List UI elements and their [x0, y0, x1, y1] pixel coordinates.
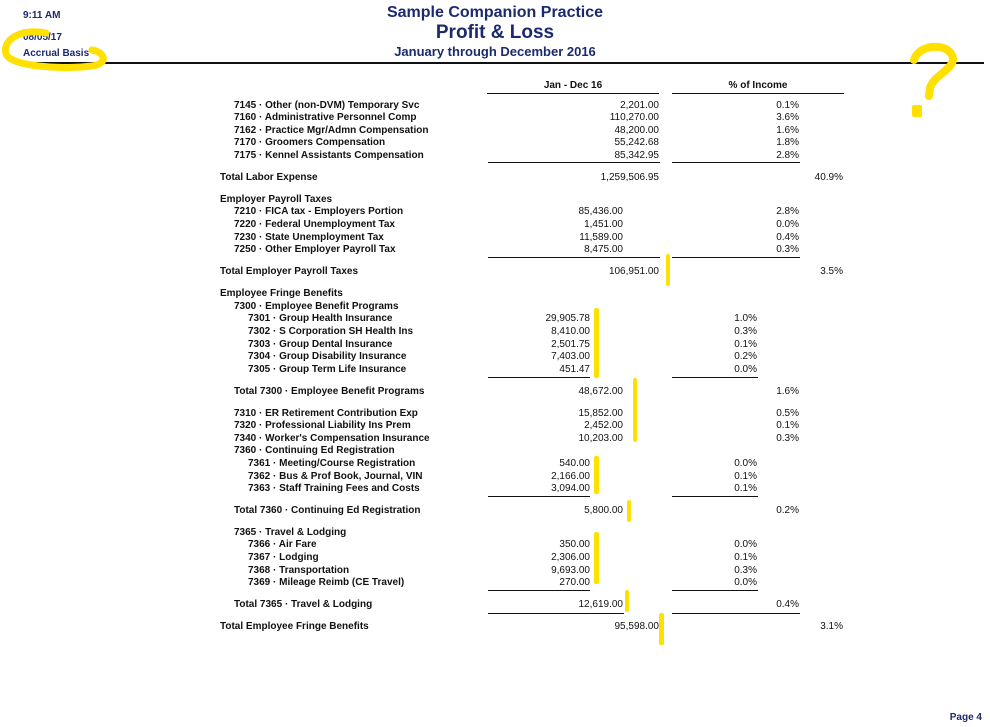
total-row: [0, 621, 990, 633]
account-label: 7369 · Mileage Reimb (CE Travel): [248, 577, 405, 588]
account-amount: 2,306.00: [551, 552, 590, 563]
account-amount: 350.00: [559, 539, 590, 550]
account-row: [0, 100, 990, 112]
account-row: [0, 137, 990, 149]
account-row: [0, 552, 990, 564]
account-label: 7220 · Federal Unemployment Tax: [234, 219, 395, 230]
total-row: [0, 505, 990, 517]
account-label: 7366 · Air Fare: [248, 539, 317, 550]
subtotal-underline: [488, 377, 590, 378]
header-rule: [20, 62, 984, 64]
account-label: 7305 · Group Term Life Insurance: [248, 364, 407, 375]
account-amount: 110,270.00: [609, 112, 659, 123]
account-row: [0, 577, 990, 589]
total-label: Total Employee Fringe Benefits: [220, 621, 369, 632]
account-amount: 451.47: [559, 364, 590, 375]
account-label: 7362 · Bus & Prof Book, Journal, VIN: [248, 471, 423, 482]
account-row: [0, 150, 990, 162]
account-percent: 0.1%: [734, 339, 757, 350]
account-label: 7303 · Group Dental Insurance: [248, 339, 393, 350]
account-percent: 0.1%: [734, 552, 757, 563]
total-label: Total Labor Expense: [220, 172, 318, 183]
account-percent: 1.8%: [776, 137, 799, 148]
account-label: 7145 · Other (non-DVM) Temporary Svc: [234, 100, 420, 111]
section-label: Employer Payroll Taxes: [220, 194, 333, 205]
account-percent: 0.1%: [776, 420, 799, 431]
report-title: Profit & Loss: [435, 22, 555, 43]
account-amount: 2,201.00: [620, 100, 659, 111]
account-amount: 1,451.00: [584, 219, 623, 230]
total-percent: 3.1%: [820, 621, 843, 632]
account-amount: 9,693.00: [551, 565, 590, 576]
account-amount: 29,905.78: [545, 313, 590, 324]
account-amount: 48,200.00: [614, 125, 659, 136]
total-label: Total 7365 · Travel & Lodging: [234, 599, 373, 610]
subtotal-underline: [672, 162, 800, 163]
column-header-percent: % of Income: [728, 80, 788, 91]
account-row: [0, 232, 990, 244]
company-name: Sample Companion Practice: [386, 4, 604, 21]
column-underline-amount: [487, 93, 659, 94]
account-row: [0, 326, 990, 338]
total-amount: 95,598.00: [614, 621, 659, 632]
total-percent: 40.9%: [814, 172, 843, 183]
account-percent: 1.0%: [734, 313, 757, 324]
total-amount: 1,259,506.95: [600, 172, 659, 183]
subtotal-underline: [672, 257, 800, 258]
subtotal-underline: [488, 590, 590, 591]
account-row: [0, 539, 990, 551]
account-label: 7301 · Group Health Insurance: [248, 313, 393, 324]
account-percent: 0.5%: [776, 408, 799, 419]
account-percent: 0.0%: [776, 219, 799, 230]
section-heading: [0, 288, 990, 300]
account-amount: 10,203.00: [578, 433, 623, 444]
account-percent: 0.3%: [734, 565, 757, 576]
subtotal-underline: [672, 496, 758, 497]
account-row: [0, 364, 990, 376]
total-row: [0, 386, 990, 398]
total-percent: 3.5%: [820, 266, 843, 277]
account-amount: 2,166.00: [551, 471, 590, 482]
account-percent: 0.3%: [734, 326, 757, 337]
subsection-label: 7300 · Employee Benefit Programs: [234, 301, 399, 312]
account-percent: 0.1%: [734, 471, 757, 482]
account-row: [0, 244, 990, 256]
account-row: [0, 408, 990, 420]
account-row: [0, 483, 990, 495]
account-percent: 0.3%: [776, 244, 799, 255]
total-amount: 106,951.00: [608, 266, 659, 277]
account-row: [0, 458, 990, 470]
account-label: 7304 · Group Disability Insurance: [248, 351, 407, 362]
total-row: [0, 599, 990, 611]
total-label: Total 7300 · Employee Benefit Programs: [234, 386, 425, 397]
section-label: Employee Fringe Benefits: [220, 288, 343, 299]
account-label: 7302 · S Corporation SH Health Ins: [248, 326, 414, 337]
account-amount: 85,342.95: [614, 150, 659, 161]
subtotal-underline: [488, 257, 660, 258]
account-label: 7170 · Groomers Compensation: [234, 137, 386, 148]
account-label: 7250 · Other Employer Payroll Tax: [234, 244, 396, 255]
account-row: [0, 471, 990, 483]
account-label: 7230 · State Unemployment Tax: [234, 232, 384, 243]
total-percent: 0.2%: [776, 505, 799, 516]
account-amount: 270.00: [559, 577, 590, 588]
account-amount: 3,094.00: [551, 483, 590, 494]
account-percent: 0.2%: [734, 351, 757, 362]
subtotal-underline: [488, 496, 590, 497]
account-row: [0, 433, 990, 445]
column-header-amount: Jan - Dec 16: [543, 80, 603, 91]
account-label: 7162 · Practice Mgr/Admn Compensation: [234, 125, 429, 136]
subtotal-underline: [672, 613, 800, 614]
account-percent: 0.0%: [734, 458, 757, 469]
account-percent: 0.4%: [776, 232, 799, 243]
account-label: 7160 · Administrative Personnel Comp: [234, 112, 417, 123]
account-percent: 0.1%: [776, 100, 799, 111]
account-amount: 55,242.68: [614, 137, 659, 148]
account-percent: 1.6%: [776, 125, 799, 136]
account-label: 7368 · Transportation: [248, 565, 350, 576]
account-row: [0, 219, 990, 231]
total-amount: 48,672.00: [578, 386, 623, 397]
report-date: 08/05/17: [23, 32, 62, 43]
subtotal-underline: [488, 162, 660, 163]
account-percent: 0.0%: [734, 577, 757, 588]
account-percent: 2.8%: [776, 150, 799, 161]
account-row: [0, 351, 990, 363]
account-label: 7310 · ER Retirement Contribution Exp: [234, 408, 418, 419]
total-row: [0, 172, 990, 184]
account-percent: 2.8%: [776, 206, 799, 217]
account-row: [0, 565, 990, 577]
total-percent: 1.6%: [776, 386, 799, 397]
account-percent: 0.3%: [776, 433, 799, 444]
account-row: [0, 206, 990, 218]
total-amount: 12,619.00: [578, 599, 623, 610]
subtotal-underline: [672, 377, 758, 378]
account-amount: 85,436.00: [578, 206, 623, 217]
account-amount: 8,475.00: [584, 244, 623, 255]
subsection-label: 7360 · Continuing Ed Registration: [234, 445, 395, 456]
account-label: 7320 · Professional Liability Ins Prem: [234, 420, 411, 431]
column-underline-percent: [672, 93, 844, 94]
subsection-heading: [0, 445, 990, 457]
account-row: [0, 420, 990, 432]
account-amount: 2,452.00: [584, 420, 623, 431]
account-label: 7340 · Worker's Compensation Insurance: [234, 433, 430, 444]
subsection-heading: [0, 301, 990, 313]
account-percent: 0.0%: [734, 364, 757, 375]
section-heading: [0, 194, 990, 206]
account-row: [0, 125, 990, 137]
account-row: [0, 339, 990, 351]
total-percent: 0.4%: [776, 599, 799, 610]
account-amount: 11,589.00: [579, 232, 623, 243]
account-label: 7363 · Staff Training Fees and Costs: [248, 483, 420, 494]
account-row: [0, 112, 990, 124]
account-label: 7361 · Meeting/Course Registration: [248, 458, 416, 469]
account-percent: 0.0%: [734, 539, 757, 550]
account-amount: 15,852.00: [578, 408, 623, 419]
accounting-basis: Accrual Basis: [23, 48, 90, 59]
account-label: 7175 · Kennel Assistants Compensation: [234, 150, 424, 161]
total-label: Total 7360 · Continuing Ed Registration: [234, 505, 421, 516]
page-number: Page 4: [949, 712, 982, 723]
report-period: January through December 2016: [394, 44, 596, 59]
account-percent: 0.1%: [734, 483, 757, 494]
account-amount: 8,410.00: [551, 326, 590, 337]
account-percent: 3.6%: [776, 112, 799, 123]
account-label: 7367 · Lodging: [248, 552, 319, 563]
report-time: 9:11 AM: [23, 10, 61, 21]
subsection-heading: [0, 527, 990, 539]
account-amount: 2,501.75: [551, 339, 590, 350]
account-label: 7210 · FICA tax - Employers Portion: [234, 206, 404, 217]
subtotal-underline: [672, 590, 758, 591]
total-amount: 5,800.00: [584, 505, 623, 516]
account-amount: 540.00: [559, 458, 590, 469]
total-row: [0, 266, 990, 278]
subsection-label: 7365 · Travel & Lodging: [234, 527, 347, 538]
account-row: [0, 313, 990, 325]
subtotal-underline: [488, 613, 624, 614]
account-amount: 7,403.00: [551, 351, 590, 362]
total-label: Total Employer Payroll Taxes: [220, 266, 359, 277]
